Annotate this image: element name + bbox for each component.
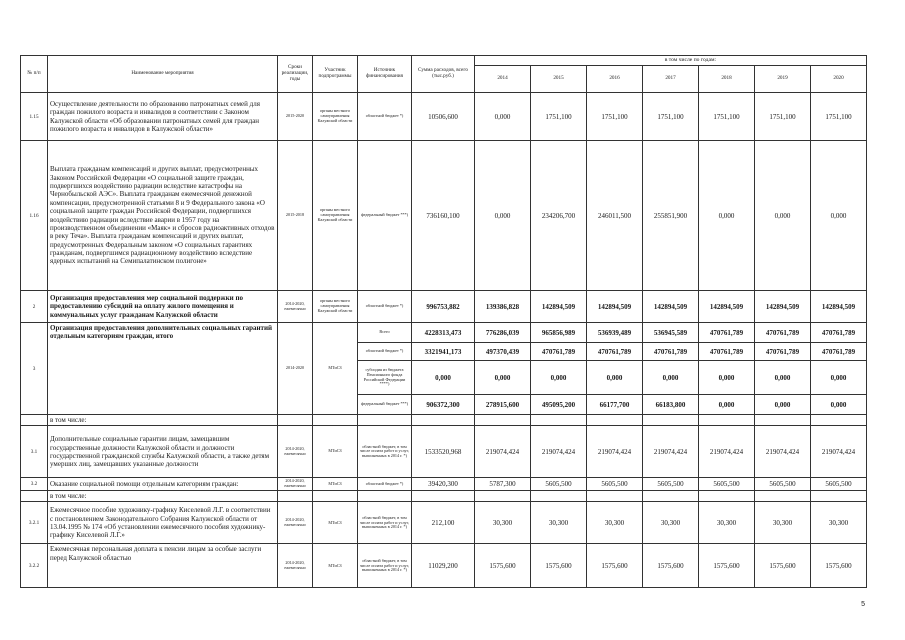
total-cell: 0,000 bbox=[412, 361, 475, 395]
year-value: 470761,789 bbox=[755, 323, 811, 343]
year-value: 1575,600 bbox=[699, 544, 755, 588]
participant-cell: МТиСЗ bbox=[313, 544, 358, 588]
years-group-header: в том числе по годам: bbox=[475, 56, 867, 66]
year-value: 5605,500 bbox=[699, 478, 755, 491]
year-value: 30,300 bbox=[699, 502, 755, 544]
year-value: 142894,509 bbox=[587, 291, 643, 323]
including-row bbox=[21, 415, 867, 426]
total-cell: 736160,100 bbox=[412, 141, 475, 291]
year-value: 142894,509 bbox=[531, 291, 587, 323]
year-value: 0,000 bbox=[531, 361, 587, 395]
total-cell: 906372,300 bbox=[412, 395, 475, 415]
participant-cell: МТиСЗ bbox=[313, 502, 358, 544]
terms-cell: 2014-2020, ежемесячно bbox=[278, 502, 313, 544]
total-cell: 39420,300 bbox=[412, 478, 475, 491]
total-cell: 3321941,173 bbox=[412, 343, 475, 361]
measure-name: Дополнительные социальные гарантии лицам, замещавшим государственные должности Калужской области и должности государственной гражданской службы Калужской области, а также детям умерших лиц, замещавших указанные должности bbox=[48, 426, 278, 478]
year-value: 536939,489 bbox=[587, 323, 643, 343]
col-source-header: Источник финансирования bbox=[358, 56, 412, 93]
year-value: 0,000 bbox=[811, 141, 867, 291]
year-value: 470761,789 bbox=[531, 343, 587, 361]
year-value: 536945,589 bbox=[643, 323, 699, 343]
measure-name: Осуществление деятельности по образованию патронатных семей для граждан пожилого возраста и инвалидов в соответствии с Законом Калужской области «Об образовании патронатных семей для граждан пожилого возраста и инвалидов в Калужской области» bbox=[48, 93, 278, 141]
year-value: 1751,100 bbox=[587, 93, 643, 141]
total-cell: 10506,600 bbox=[412, 93, 475, 141]
participant-cell: органы местного самоуправления Калужской области bbox=[313, 93, 358, 141]
terms-cell: 2014-2020, ежемесячно bbox=[278, 478, 313, 491]
year-value: 776286,039 bbox=[475, 323, 531, 343]
terms-cell: 2014-2020 bbox=[278, 323, 313, 415]
participant-cell: органы местного самоуправления Калужской области bbox=[313, 291, 358, 323]
terms-cell: 2015-2018 bbox=[278, 141, 313, 291]
year-value: 0,000 bbox=[475, 93, 531, 141]
year-value: 30,300 bbox=[587, 502, 643, 544]
page-number: 5 bbox=[861, 601, 865, 608]
participant-cell: органы местного самоуправления Калужской области bbox=[313, 141, 358, 291]
year-header: 2016 bbox=[587, 66, 643, 93]
row-number: 3 bbox=[21, 323, 48, 415]
year-value: 5787,300 bbox=[475, 478, 531, 491]
year-value: 219074,424 bbox=[531, 426, 587, 478]
source-cell: областной бюджет, в том числе оплата работ и услуг, выполненных в 2014 г. *) bbox=[358, 544, 412, 588]
table-row-2 bbox=[21, 291, 867, 323]
source-cell: федеральный бюджет ***) bbox=[358, 141, 412, 291]
year-value: 246011,500 bbox=[587, 141, 643, 291]
year-value: 470761,789 bbox=[755, 343, 811, 361]
col-no-header: № п/п bbox=[21, 56, 48, 93]
total-cell: 4228313,473 bbox=[412, 323, 475, 343]
terms-cell: 2014-2020, ежемесячно bbox=[278, 544, 313, 588]
header-row-1 bbox=[21, 56, 867, 66]
year-value: 0,000 bbox=[811, 395, 867, 415]
row-number: 2 bbox=[21, 291, 48, 323]
year-value: 139386,828 bbox=[475, 291, 531, 323]
year-value: 219074,424 bbox=[587, 426, 643, 478]
including-row bbox=[21, 491, 867, 502]
source-cell: областной бюджет, в том числе оплата работ и услуг, выполненных в 2014 г. *) bbox=[358, 502, 412, 544]
year-value: 278915,600 bbox=[475, 395, 531, 415]
year-header: 2018 bbox=[699, 66, 755, 93]
total-cell: 11029,200 bbox=[412, 544, 475, 588]
participant-cell: МТиСЗ bbox=[313, 426, 358, 478]
year-value: 30,300 bbox=[755, 502, 811, 544]
table-row-3-2-1 bbox=[21, 502, 867, 544]
row-number: 3.2 bbox=[21, 478, 48, 491]
col-participant-header: Участник подпрограммы bbox=[313, 56, 358, 93]
year-value: 66183,800 bbox=[643, 395, 699, 415]
col-name-header: Наименование мероприятия bbox=[48, 56, 278, 93]
year-header: 2017 bbox=[643, 66, 699, 93]
year-value: 1575,600 bbox=[587, 544, 643, 588]
year-value: 1575,600 bbox=[755, 544, 811, 588]
year-value: 0,000 bbox=[587, 361, 643, 395]
year-value: 5605,500 bbox=[755, 478, 811, 491]
year-value: 219074,424 bbox=[699, 426, 755, 478]
year-value: 5605,500 bbox=[643, 478, 699, 491]
row-number: 3.1 bbox=[21, 426, 48, 478]
year-header: 2014 bbox=[475, 66, 531, 93]
program-table bbox=[20, 55, 867, 588]
total-cell: 212,100 bbox=[412, 502, 475, 544]
year-value: 470761,789 bbox=[699, 343, 755, 361]
table-row-3-1 bbox=[21, 426, 867, 478]
col-total-header: Сумма расходов, всего (тыс.руб.) bbox=[412, 56, 475, 93]
year-value: 0,000 bbox=[755, 361, 811, 395]
measure-name: Выплата гражданам компенсаций и других выплат, предусмотренных Законом Российской Федерации «О социальной защите граждан, подвергшихся воздействию радиации вследствие катастрофы на Чернобыльской АЭС». Выплата гражданам ежемесячной денежной компенсации, предусмотренной статьями 8 и 9 Федерального закона «О социальной защите граждан Российской Федерации, подвергшихся воздействию радиации вследствие аварии в 1957 году на производственном объединении «Маяк» и сбросов радиоактивных отходов в реку Теча». Выплата гражданам компенсаций и других выплат, предусмотренных Федеральным законом «О социальных гарантиях гражданам, подвергшимся радиационному воздействию вследствие ядерных испытаний на Семипалатинском полигоне» bbox=[48, 141, 278, 291]
year-value: 0,000 bbox=[755, 395, 811, 415]
including-label: в том числе: bbox=[48, 415, 278, 426]
year-value: 142894,509 bbox=[699, 291, 755, 323]
year-value: 0,000 bbox=[755, 141, 811, 291]
measure-name: Ежемесячное пособие художнику-графику Киселевой Л.Г. в соответствии с постановлением Законодательного Собрания Калужской области от 13.04.1995 № 174 «Об установлении ежемесячного пособия художнику-графику Киселевой Л.Г.» bbox=[48, 502, 278, 544]
year-value: 66177,700 bbox=[587, 395, 643, 415]
year-value: 219074,424 bbox=[475, 426, 531, 478]
year-value: 1751,100 bbox=[811, 93, 867, 141]
year-value: 965856,989 bbox=[531, 323, 587, 343]
year-value: 495095,200 bbox=[531, 395, 587, 415]
source-cell: областной бюджет *) bbox=[358, 478, 412, 491]
source-cell: федеральный бюджет ***) bbox=[358, 395, 412, 415]
year-value: 0,000 bbox=[475, 141, 531, 291]
year-value: 219074,424 bbox=[643, 426, 699, 478]
source-cell: областной бюджет, в том числе оплата работ и услуг, выполненных в 2014 г. *) bbox=[358, 426, 412, 478]
including-label: в том числе: bbox=[48, 491, 278, 502]
row-number: 3.2.1 bbox=[21, 502, 48, 544]
measure-name: Оказание социальной помощи отдельным категориям граждан: bbox=[48, 478, 278, 491]
year-header: 2015 bbox=[531, 66, 587, 93]
year-value: 0,000 bbox=[699, 141, 755, 291]
year-value: 5605,500 bbox=[811, 478, 867, 491]
year-value: 470761,789 bbox=[643, 343, 699, 361]
row-number: 1.16 bbox=[21, 141, 48, 291]
year-value: 1575,600 bbox=[643, 544, 699, 588]
table-row-3-total bbox=[21, 323, 867, 343]
year-value: 255851,900 bbox=[643, 141, 699, 291]
year-value: 1751,100 bbox=[643, 93, 699, 141]
year-value: 0,000 bbox=[699, 361, 755, 395]
table-row-3-2-2 bbox=[21, 544, 867, 588]
source-cell: областной бюджет *) bbox=[358, 343, 412, 361]
row-number: 3.2.2 bbox=[21, 544, 48, 588]
year-value: 30,300 bbox=[643, 502, 699, 544]
year-value: 142894,509 bbox=[755, 291, 811, 323]
total-cell: 996753,882 bbox=[412, 291, 475, 323]
year-value: 30,300 bbox=[531, 502, 587, 544]
total-cell: 1533520,968 bbox=[412, 426, 475, 478]
participant-cell: МТиСЗ bbox=[313, 323, 358, 415]
year-value: 1575,600 bbox=[475, 544, 531, 588]
year-value: 1751,100 bbox=[531, 93, 587, 141]
year-value: 1751,100 bbox=[755, 93, 811, 141]
year-value: 142894,509 bbox=[643, 291, 699, 323]
source-cell: областной бюджет *) bbox=[358, 93, 412, 141]
year-value: 1575,600 bbox=[811, 544, 867, 588]
year-value: 142894,509 bbox=[811, 291, 867, 323]
measure-name: Ежемесячная персональная доплата к пенсии лицам за особые заслуги перед Калужской областью bbox=[48, 544, 278, 588]
measure-name: Организация предоставления дополнительных социальных гарантий отдельным категориям граждан, итого bbox=[48, 323, 278, 415]
year-value: 0,000 bbox=[811, 361, 867, 395]
year-value: 470761,789 bbox=[811, 343, 867, 361]
year-value: 219074,424 bbox=[755, 426, 811, 478]
year-value: 5605,500 bbox=[587, 478, 643, 491]
year-value: 0,000 bbox=[699, 395, 755, 415]
source-cell: субсидия из бюджета Пенсионного фонда Российской Федерации ****) bbox=[358, 361, 412, 395]
col-terms-header: Сроки реализации, годы bbox=[278, 56, 313, 93]
year-value: 1575,600 bbox=[531, 544, 587, 588]
table-row-1-16 bbox=[21, 141, 867, 291]
year-value: 470761,789 bbox=[811, 323, 867, 343]
year-value: 30,300 bbox=[475, 502, 531, 544]
year-value: 1751,100 bbox=[699, 93, 755, 141]
terms-cell: 2014-2020, ежемесячно bbox=[278, 291, 313, 323]
year-value: 30,300 bbox=[811, 502, 867, 544]
year-value: 5605,500 bbox=[531, 478, 587, 491]
year-value: 470761,789 bbox=[699, 323, 755, 343]
source-cell: Всего bbox=[358, 323, 412, 343]
year-value: 497370,439 bbox=[475, 343, 531, 361]
year-value: 219074,424 bbox=[811, 426, 867, 478]
participant-cell: МТиСЗ bbox=[313, 478, 358, 491]
measure-name: Организация предоставления мер социальной поддержки по предоставлению субсидий на оплату жилого помещения и коммунальных услуг гражданам Калужской области bbox=[48, 291, 278, 323]
year-header: 2020 bbox=[811, 66, 867, 93]
year-header: 2019 bbox=[755, 66, 811, 93]
year-value: 470761,789 bbox=[587, 343, 643, 361]
year-value: 0,000 bbox=[643, 361, 699, 395]
terms-cell: 2014-2020, ежемесячно bbox=[278, 426, 313, 478]
table-row-3-2 bbox=[21, 478, 867, 491]
table-row-1-15 bbox=[21, 93, 867, 141]
year-value: 234206,700 bbox=[531, 141, 587, 291]
terms-cell: 2015-2020 bbox=[278, 93, 313, 141]
row-number: 1.15 bbox=[21, 93, 48, 141]
source-cell: областной бюджет *) bbox=[358, 291, 412, 323]
year-value: 0,000 bbox=[475, 361, 531, 395]
